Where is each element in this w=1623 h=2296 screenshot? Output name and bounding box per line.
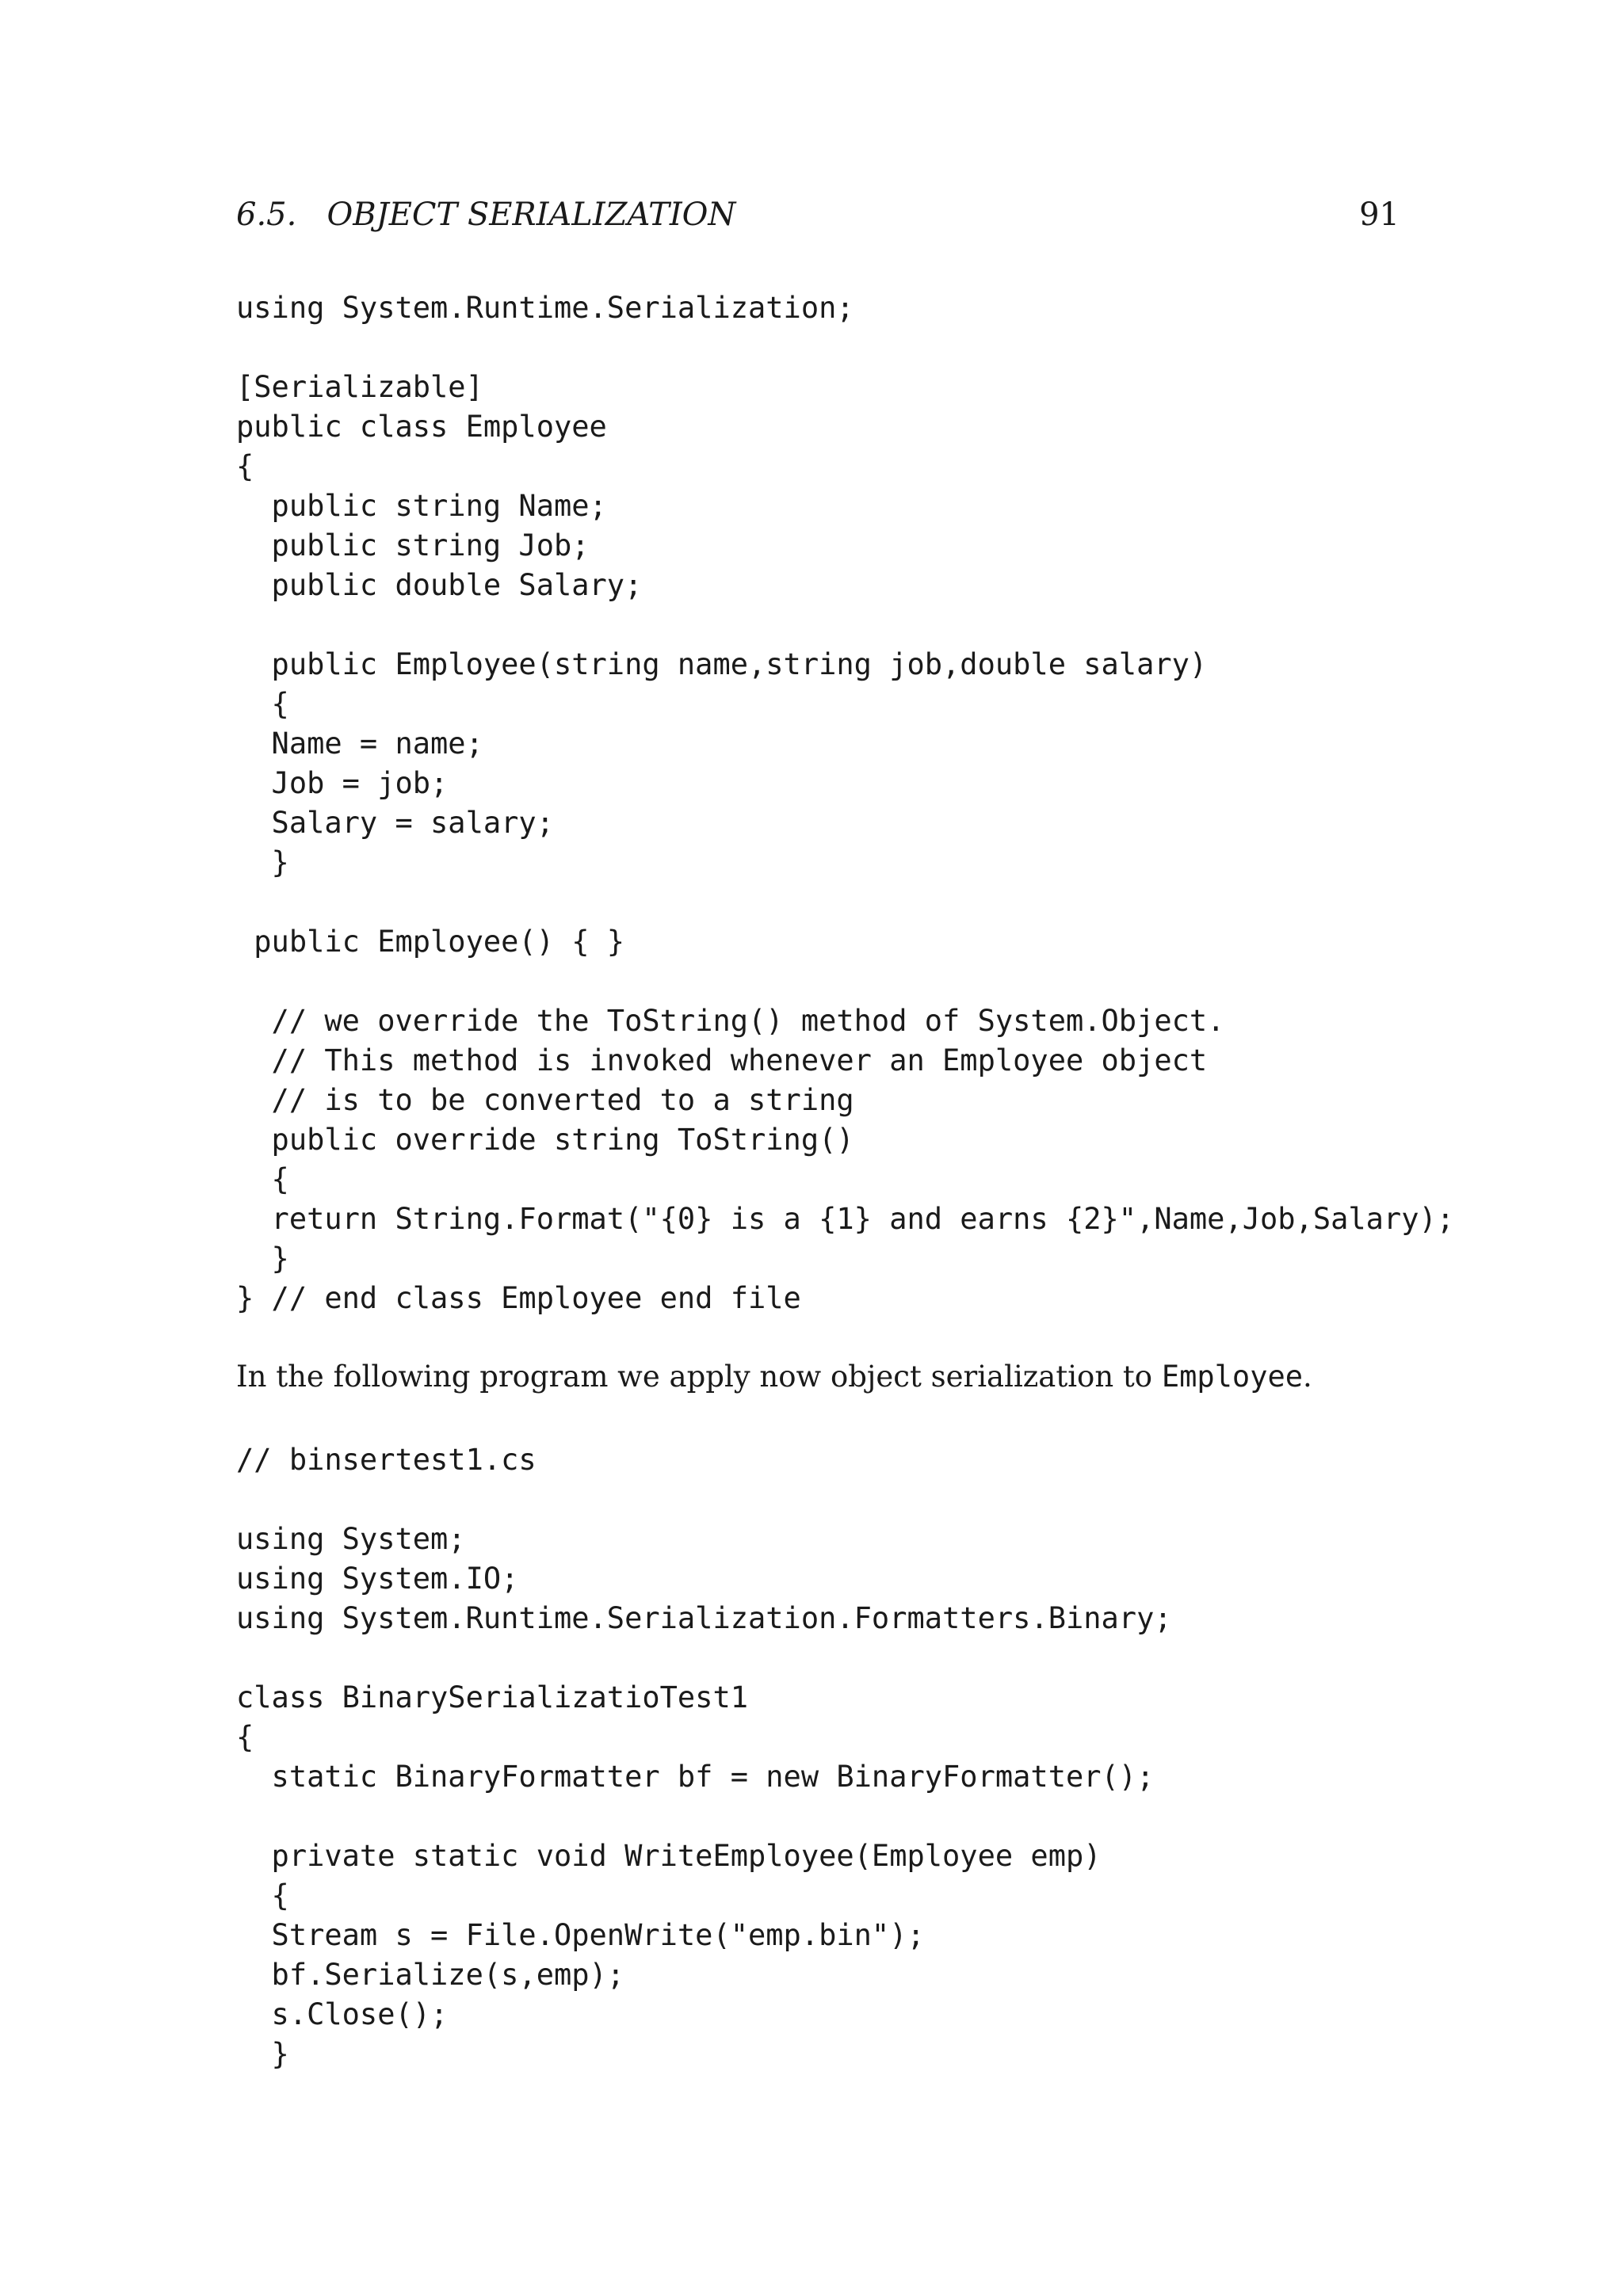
code-line (236, 328, 1454, 368)
paragraph-text-end: . (1303, 1360, 1312, 1394)
body-paragraph (236, 1357, 1312, 1397)
code-line: public string Name; (236, 489, 607, 523)
code-line: class BinarySerializatioTest1 (236, 1680, 749, 1714)
code-line: public double Salary; (236, 568, 643, 602)
code-line: Job = job; (236, 766, 449, 800)
code-line: { (236, 449, 254, 483)
section-title: 6.5. OBJECT SERIALIZATION (236, 196, 736, 233)
code-line: // we override the ToString() method of System.Object. (236, 1004, 1225, 1038)
code-line: using System.IO; (236, 1562, 519, 1596)
code-line: } (236, 1241, 289, 1276)
code-line: { (236, 1162, 289, 1196)
paragraph-text: In the following program we apply now object serialization to (236, 1360, 1162, 1394)
code-line (236, 1797, 1172, 1836)
code-line: Name = name; (236, 727, 483, 761)
code-line: s.Close(); (236, 1997, 449, 2031)
code-line: Salary = salary; (236, 806, 554, 840)
code-line (236, 605, 1454, 645)
code-line: } // end class Employee end file (236, 1281, 801, 1315)
code-line: Stream s = File.OpenWrite("emp.bin"); (236, 1918, 925, 1952)
code-line: // This method is invoked whenever an Employee object (236, 1043, 1208, 1077)
code-line: public string Job; (236, 528, 590, 563)
code-line (236, 1638, 1172, 1678)
code-line: public Employee(string name,string job,double salary) (236, 647, 1208, 681)
code-line: return String.Format("{0} is a {1} and earns {2}",Name,Job,Salary); (236, 1202, 1455, 1236)
code-line: } (236, 845, 289, 879)
running-header (236, 196, 1400, 244)
code-line: { (236, 1720, 254, 1754)
code-listing-binsertest1 (236, 1440, 1172, 2074)
code-line (236, 962, 1454, 1001)
code-line: using System.Runtime.Serialization; (236, 291, 854, 325)
code-line: public Employee() { } (236, 925, 625, 959)
code-line: bf.Serialize(s,emp); (236, 1958, 625, 1992)
code-line: public override string ToString() (236, 1123, 854, 1157)
code-line: [Serializable] (236, 370, 483, 404)
code-line: using System.Runtime.Serialization.Formatters.Binary; (236, 1601, 1172, 1635)
code-line: public class Employee (236, 410, 607, 444)
code-line: // binsertest1.cs (236, 1443, 537, 1477)
code-line: } (236, 2037, 289, 2071)
page-number: 91 (1359, 196, 1400, 233)
code-line: using System; (236, 1522, 466, 1556)
code-line: { (236, 687, 289, 721)
code-line: // is to be converted to a string (236, 1083, 854, 1117)
code-line: { (236, 1878, 289, 1913)
code-line (236, 883, 1454, 922)
inline-code-term: Employee (1161, 1360, 1304, 1394)
code-line: static BinaryFormatter bf = new BinaryFormatter(); (236, 1760, 1155, 1794)
code-listing-employee-class (236, 288, 1454, 1318)
code-line (236, 1480, 1172, 1520)
code-line: private static void WriteEmployee(Employee emp) (236, 1839, 1102, 1873)
